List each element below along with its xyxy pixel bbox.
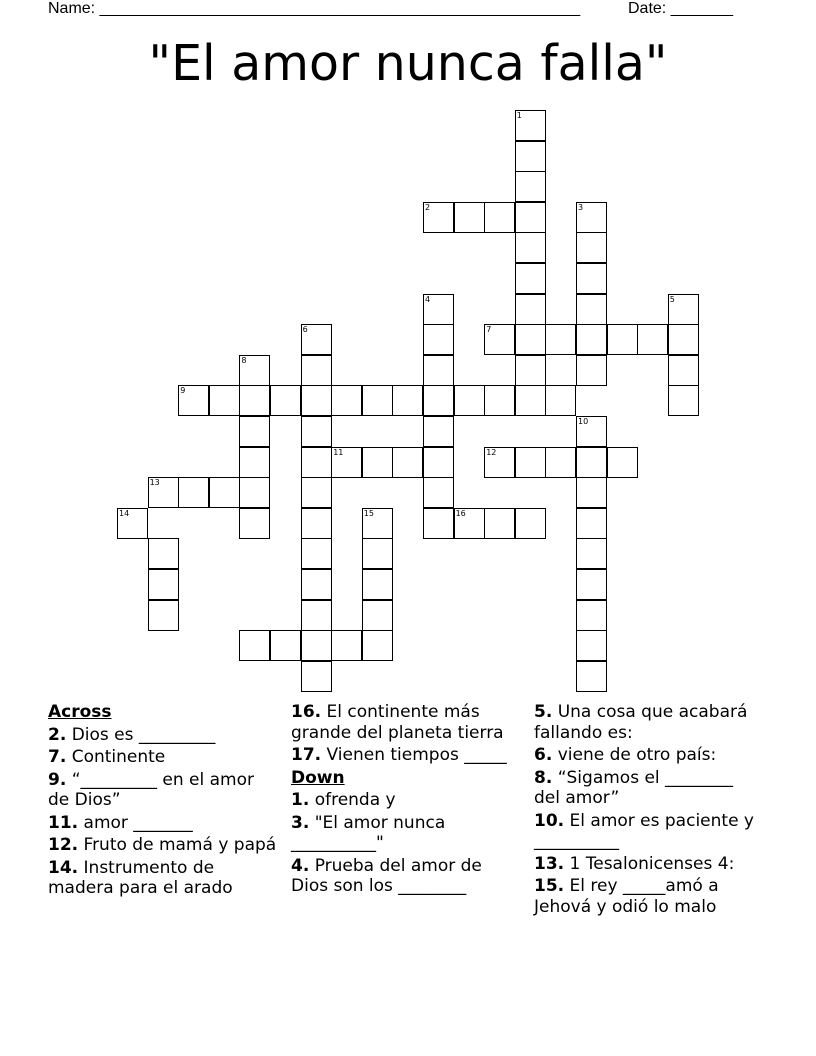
clue-text: Instrumento de madera para el arado [48,857,233,898]
clue-number: 12 [486,447,497,457]
grid-cell[interactable] [392,447,423,478]
clue-number-label: 3. [291,812,310,833]
clue [291,813,521,854]
clue-number: 6 [302,325,308,335]
grid-cell[interactable] [515,294,546,325]
grid-cell[interactable] [668,385,699,416]
grid-cell[interactable] [362,508,393,539]
grid-cell[interactable] [423,202,454,233]
clue-text: Continente [66,747,166,767]
clue-number: 13 [149,478,160,488]
clue-text: El amor es paciente y __________ [534,810,754,851]
grid-cell[interactable] [576,202,607,233]
grid-cell[interactable] [239,508,270,539]
clue-text: amor _______ [78,812,193,833]
clue [48,747,278,768]
grid-cell[interactable] [576,416,607,447]
clue-number: 7 [486,325,492,335]
grid-cell[interactable] [576,355,607,386]
grid-cell[interactable] [178,477,209,508]
grid-cell[interactable] [576,600,607,631]
grid-cell[interactable] [607,324,638,355]
grid-cell[interactable] [545,324,576,355]
clue-number: 14 [119,508,130,518]
clue-text: viene de otro país: [552,745,717,765]
name-field-label[interactable]: Name: ______________________________________________________ [48,0,581,17]
clue-number: 16 [455,508,466,518]
grid-cell[interactable] [178,385,209,416]
grid-cell[interactable] [515,141,546,172]
clue [48,835,278,856]
grid-cell[interactable] [301,324,332,355]
grid-cell[interactable] [301,477,332,508]
grid-cell[interactable] [209,385,240,416]
clue-number: 9 [180,386,186,396]
clue-text: Vienen tiempos _____ [321,745,507,765]
clue [291,702,521,743]
grid-cell[interactable] [239,447,270,478]
clue-number-label: 7. [48,747,67,767]
clue [48,770,278,811]
clue [534,854,764,875]
clue [291,856,521,897]
grid-cell[interactable] [515,171,546,202]
clue-number-label: 14. [48,857,79,878]
grid-cell[interactable] [239,630,270,661]
grid-cell[interactable] [423,447,454,478]
grid-cell[interactable] [148,569,179,600]
grid-cell[interactable] [515,263,546,294]
clue-number-label: 10. [534,810,565,831]
grid-cell[interactable] [148,477,179,508]
grid-cell[interactable] [515,355,546,386]
grid-cell[interactable] [576,508,607,539]
clue [291,790,521,811]
clue-text: ofrenda y [309,790,396,810]
grid-cell[interactable] [270,385,301,416]
grid-cell[interactable] [576,294,607,325]
grid-cell[interactable] [239,355,270,386]
clue-text: "El amor nunca __________" [291,812,446,853]
clue-text: “Sigamos el ________ del amor” [534,767,734,808]
grid-cell[interactable] [607,447,638,478]
clue-number: 11 [333,447,344,457]
grid-cell[interactable] [148,538,179,569]
clue-number: 5 [669,294,675,304]
clue-number: 2 [425,202,431,212]
grid-cell[interactable] [301,538,332,569]
grid-cell[interactable] [392,385,423,416]
clue-text: El rey _____amó a Jehová y odió lo malo [534,876,719,917]
grid-cell[interactable] [515,508,546,539]
page-title: "El amor nunca falla" [148,35,668,92]
clue-number-label: 13. [534,853,565,874]
grid-cell[interactable] [301,416,332,447]
clue-number: 3 [578,202,584,212]
grid-cell[interactable] [423,355,454,386]
clue-number-label: 2. [48,724,67,745]
clue-number: 4 [425,294,431,304]
grid-cell[interactable] [301,630,332,661]
clues-column-3 [534,702,764,919]
clue-text: Prueba del amor de Dios son los ________ [291,855,482,896]
grid-cell[interactable] [239,477,270,508]
grid-cell[interactable] [301,569,332,600]
grid-cell[interactable] [545,447,576,478]
grid-cell[interactable] [576,630,607,661]
grid-cell[interactable] [209,477,240,508]
grid-cell[interactable] [239,385,270,416]
grid-cell[interactable] [515,324,546,355]
grid-cell[interactable] [668,324,699,355]
grid-cell[interactable] [423,294,454,325]
clue-text: El continente más grande del planeta tierra [291,702,504,743]
grid-cell[interactable] [637,324,668,355]
grid-cell[interactable] [515,232,546,263]
grid-cell[interactable] [576,569,607,600]
clue [534,876,764,917]
grid-cell[interactable] [301,661,332,692]
grid-cell[interactable] [362,385,393,416]
grid-cell[interactable] [484,447,515,478]
grid-cell[interactable] [423,324,454,355]
grid-cell[interactable] [484,385,515,416]
clue-text: Dios es _________ [66,724,216,745]
grid-cell[interactable] [484,202,515,233]
grid-cell[interactable] [331,385,362,416]
grid-cell[interactable] [362,600,393,631]
grid-cell[interactable] [239,416,270,447]
grid-cell[interactable] [362,447,393,478]
clue-number: 1 [516,111,522,120]
grid-cell[interactable] [423,477,454,508]
grid-cell[interactable] [454,202,485,233]
grid-cell[interactable] [484,324,515,355]
grid-cell[interactable] [301,385,332,416]
grid-cell[interactable] [515,447,546,478]
section-heading-across: Across [48,702,112,722]
grid-cell[interactable] [576,232,607,263]
grid-cell[interactable] [362,538,393,569]
clue-number-label: 12. [48,835,79,855]
clue-number: 15 [363,508,374,518]
clue-text: Fruto de mamá y papá [78,835,277,855]
grid-cell[interactable] [301,508,332,539]
clues-column-2 [291,702,521,899]
grid-cell[interactable] [515,110,546,141]
grid-cell[interactable] [117,508,148,539]
clue [48,858,278,899]
clues-column-1 [48,702,278,901]
grid-cell[interactable] [576,477,607,508]
clue [291,745,521,766]
clue-number-label: 4. [291,855,310,876]
grid-cell[interactable] [331,630,362,661]
grid-cell[interactable] [362,569,393,600]
grid-cell[interactable] [515,202,546,233]
clue [534,745,764,766]
clue-text: 1 Tesalonicenses 4: [564,853,735,874]
clue [48,725,278,746]
grid-cell[interactable] [454,385,485,416]
clue-number-label: 17. [291,745,322,765]
grid-cell[interactable] [576,263,607,294]
grid-cell[interactable] [545,385,576,416]
grid-cell[interactable] [423,508,454,539]
grid-cell[interactable] [576,538,607,569]
clue [534,768,764,809]
grid-cell[interactable] [148,600,179,631]
clue-number-label: 15. [534,876,565,896]
clue-number-label: 11. [48,812,79,833]
grid-cell[interactable] [301,600,332,631]
grid-cell[interactable] [668,355,699,386]
grid-cell[interactable] [668,294,699,325]
clue-number-label: 8. [534,767,553,788]
clue [534,811,764,852]
grid-cell[interactable] [576,324,607,355]
grid-cell[interactable] [423,385,454,416]
grid-cell[interactable] [301,355,332,386]
clue-text: “_________ en el amor de Dios” [48,769,255,810]
grid-cell[interactable] [484,508,515,539]
clue-number-label: 6. [534,745,553,765]
grid-cell[interactable] [362,630,393,661]
clue [48,813,278,834]
clue-number-label: 16. [291,702,322,722]
date-field-label[interactable]: Date: _______ [628,0,733,17]
grid-cell[interactable] [331,447,362,478]
clue-number-label: 5. [534,702,553,722]
section-heading-down: Down [291,767,345,788]
clue-number: 8 [241,355,247,365]
clue-number: 10 [578,417,589,426]
grid-cell[interactable] [576,661,607,692]
grid-cell[interactable] [454,508,485,539]
grid-cell[interactable] [576,447,607,478]
clue [534,702,764,743]
grid-cell[interactable] [423,416,454,447]
clue-text: Una cosa que acabará fallando es: [534,702,748,743]
grid-cell[interactable] [515,385,546,416]
clue-number-label: 1. [291,790,310,810]
grid-cell[interactable] [270,630,301,661]
grid-cell[interactable] [301,447,332,478]
clue-number-label: 9. [48,769,67,790]
